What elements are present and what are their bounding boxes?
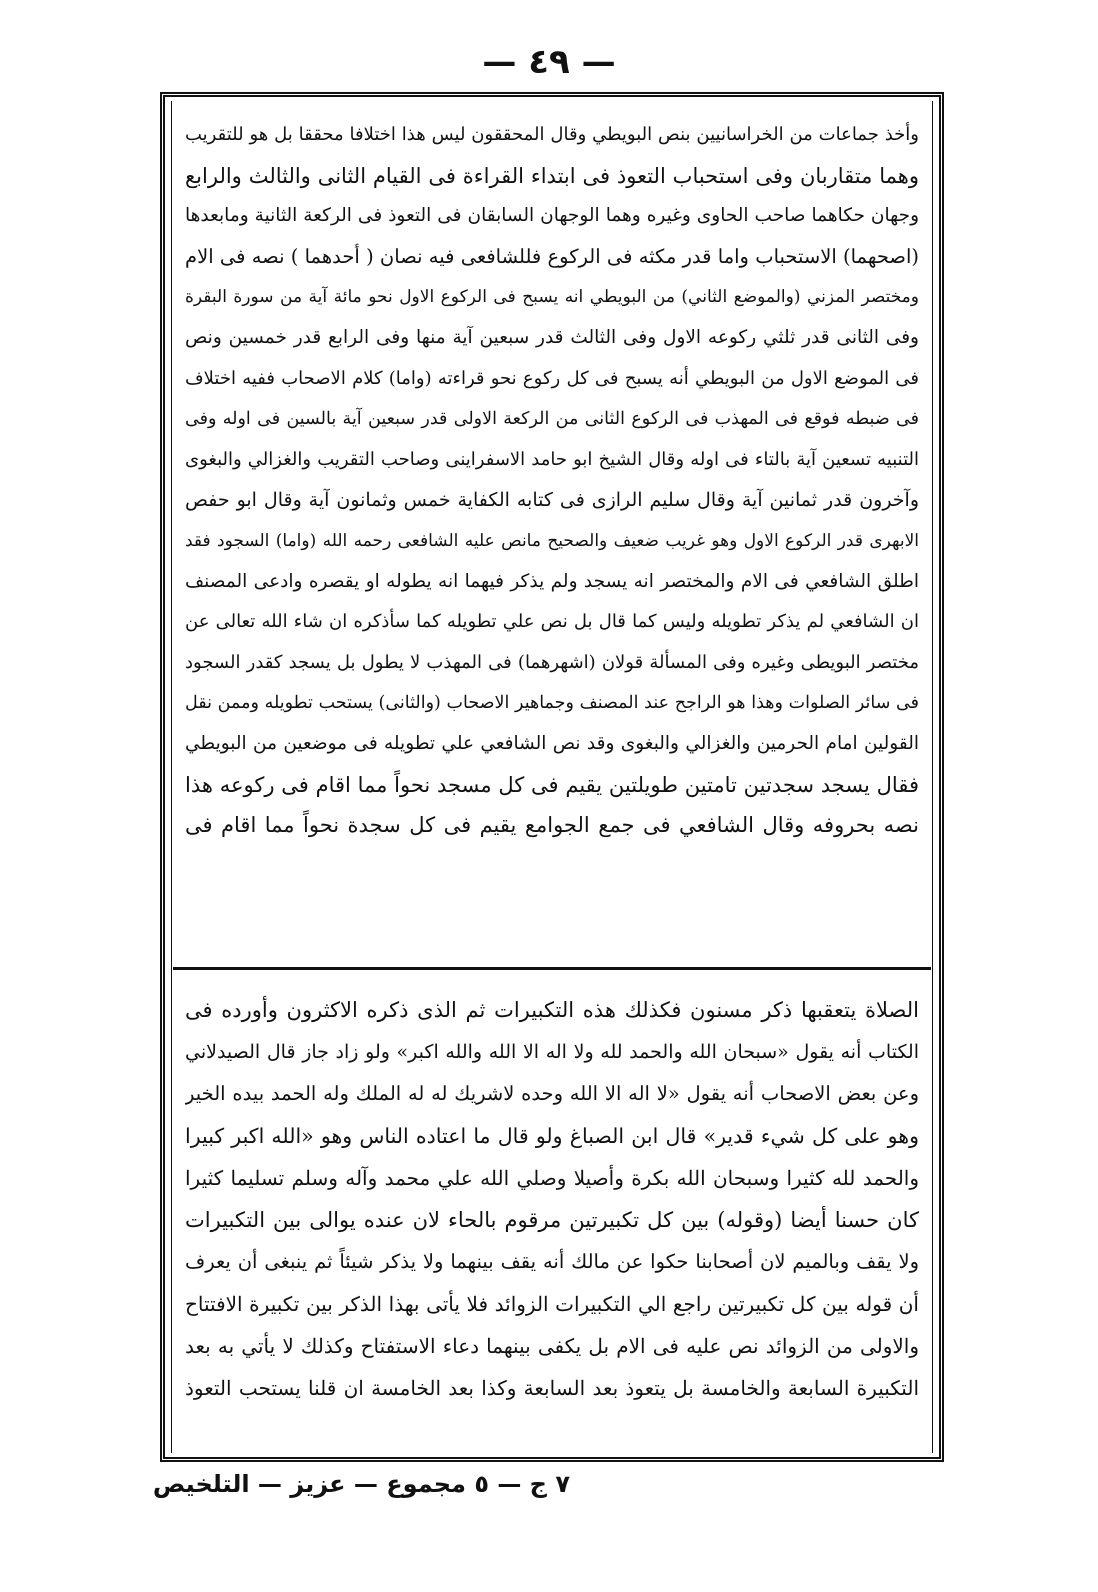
text-line: وأخذ جماعات من الخراسانيين بنص البويطي وقال المحققون ليس هذا اختلافا محققا بل هو للتقريب bbox=[185, 124, 919, 145]
text-line: وهو على كل شيء قدير» قال ابن الصباغ ولو قال ما اعتاده الناس وهو «الله اكبر كبيرا bbox=[185, 1124, 919, 1148]
text-line: ومختصر المزني (والموضع الثاني) من البويطي انه يسبح فى الركوع الاول نحو مائة آية من سورة البقرة bbox=[185, 287, 919, 308]
text-line: فقال يسجد سجدتين تامتين طويلتين يقيم فى كل مسجد نحواً مما اقام فى ركوعه هذا bbox=[185, 772, 919, 797]
text-line: وفى الثانى قدر ثلثي ركوعه الاول وفى الثالث قدر سبعين آية منها وفى الرابع قدر خمسين ونص bbox=[185, 326, 919, 348]
text-line: فى سائر الصلوات وهذا هو الراجح عند المصنف وجماهير الاصحاب (والثانى) يستحب تطويله وممن نقل bbox=[185, 693, 919, 714]
text-line: وعن بعض الاصحاب أنه يقول «لا اله الا الله وحده لاشريك له له الملك وله الحمد بيده الخير bbox=[185, 1082, 919, 1105]
text-line: فى الموضع الاول من البويطي أنه يسبح فى كل ركوع نحو قراءته (واما) كلام الاصحاب ففيه اختلاف bbox=[185, 367, 919, 389]
majmu-text-block bbox=[185, 115, 919, 846]
aziz-text-block bbox=[185, 989, 919, 1409]
text-line: ان الشافعي لم يذكر تطويله وليس كما قال بل نص علي تطويله كما سأذكره ان شاء الله تعالى عن bbox=[185, 611, 919, 633]
text-line: اطلق الشافعي فى الام والمختصر انه يسجد ولم يذكر فيهما انه يطوله او يقصره وادعى المصنف bbox=[185, 570, 919, 592]
text-line: وجهان حكاهما صاحب الحاوى وغيره وهما الوجهان السابقان فى التعوذ فى الركعة الثانية ومابعدها bbox=[185, 205, 919, 227]
page-number: — ٤٩ — bbox=[482, 42, 616, 82]
frame-rule-right bbox=[932, 101, 933, 1453]
text-line: والاولى من الزوائد نص عليه فى الام بل يكفى بينهما دعاء الاستفتاح وكذلك لا يأتي به بعد bbox=[185, 1334, 919, 1358]
divider-rule-right bbox=[551, 967, 931, 970]
text-line: مختصر البويطى وغيره وفى المسألة قولان (اشهرهما) فى المهذب لا يطول بل يسجد كقدر السجود bbox=[185, 651, 919, 673]
footer-signature: ٧ ج — ٥ مجموع — عزيز — التلخيص bbox=[152, 1470, 570, 1498]
text-line: نصه بحروفه وقال الشافعي فى جمع الجوامع يقيم فى كل سجدة نحواً مما اقام فى bbox=[185, 813, 919, 838]
text-line: القولين امام الحرمين والغزالي والبغوى وقد نص الشافعي علي تطويله فى موضعين من البويطي bbox=[185, 732, 919, 754]
text-line: كان حسنا أيضا (وقوله) بين كل تكبيرتين مرقوم بالحاء لان عنده يوالى بين التكبيرات bbox=[185, 1208, 919, 1232]
text-line: الكتاب أنه يقول «سبحان الله والحمد لله ولا اله الا الله والله اكبر» ولو زاد جاز قال الصيدلاني bbox=[185, 1041, 919, 1063]
text-line: التنبيه تسعين آية بالتاء فى اوله وقال الشيخ ابو حامد الاسفراينى وصاحب التقريب والغزالي والبغوى bbox=[185, 448, 919, 470]
frame-rule-left bbox=[171, 101, 172, 1453]
text-line: والحمد لله كثيرا وسبحان الله بكرة وأصيلا وصلي الله علي محمد وآله وسلم تسليما كثيرا bbox=[185, 1166, 919, 1190]
text-line: الصلاة يتعقبها ذكر مسنون فكذلك هذه التكبيرات ثم الذى ذكره الاكثرون وأورده فى bbox=[185, 998, 919, 1022]
text-line: ولا يقف وبالميم لان أصحابنا حكوا عن مالك أنه يقف بينهما ولا يذكر شيئاً ثم ينبغى أن يعرف bbox=[185, 1250, 919, 1273]
text-line: التكبيرة السابعة والخامسة بل يتعوذ بعد السابعة وكذا بعد الخامسة ان قلنا يستحب التعوذ bbox=[185, 1376, 919, 1400]
page-frame bbox=[160, 92, 944, 1462]
divider-rule-left bbox=[173, 967, 553, 970]
text-line: وهما متقاربان وفى استحباب التعوذ فى ابتداء القراءة فى القيام الثانى والثالث والرابع bbox=[185, 163, 919, 188]
text-line: فى ضبطه فوقع فى المهذب فى الركوع الثانى من الركعة الاولى قدر سبعين آية بالسين فى اوله وفى bbox=[185, 409, 919, 430]
text-line: (اصحهما) الاستحباب واما قدر مكثه فى الركوع فللشافعى فيه نصان ( أحدهما ) نصه فى الام bbox=[185, 244, 919, 268]
text-line: وآخرون قدر ثمانين آية وقال سليم الرازى فى كتابه الكفاية خمس وثمانون آية وقال ابو حفص bbox=[185, 489, 919, 512]
text-line: الابهرى قدر الركوع الاول وهو غريب ضعيف والصحيح مانص عليه الشافعى رحمه الله (واما) السجود فقد bbox=[185, 530, 919, 551]
text-line: أن قوله بين كل تكبيرتين راجع الي التكبيرات الزوائد فلا يأتى بهذا الذكر بين تكبيرة الافتتاح bbox=[185, 1292, 919, 1316]
